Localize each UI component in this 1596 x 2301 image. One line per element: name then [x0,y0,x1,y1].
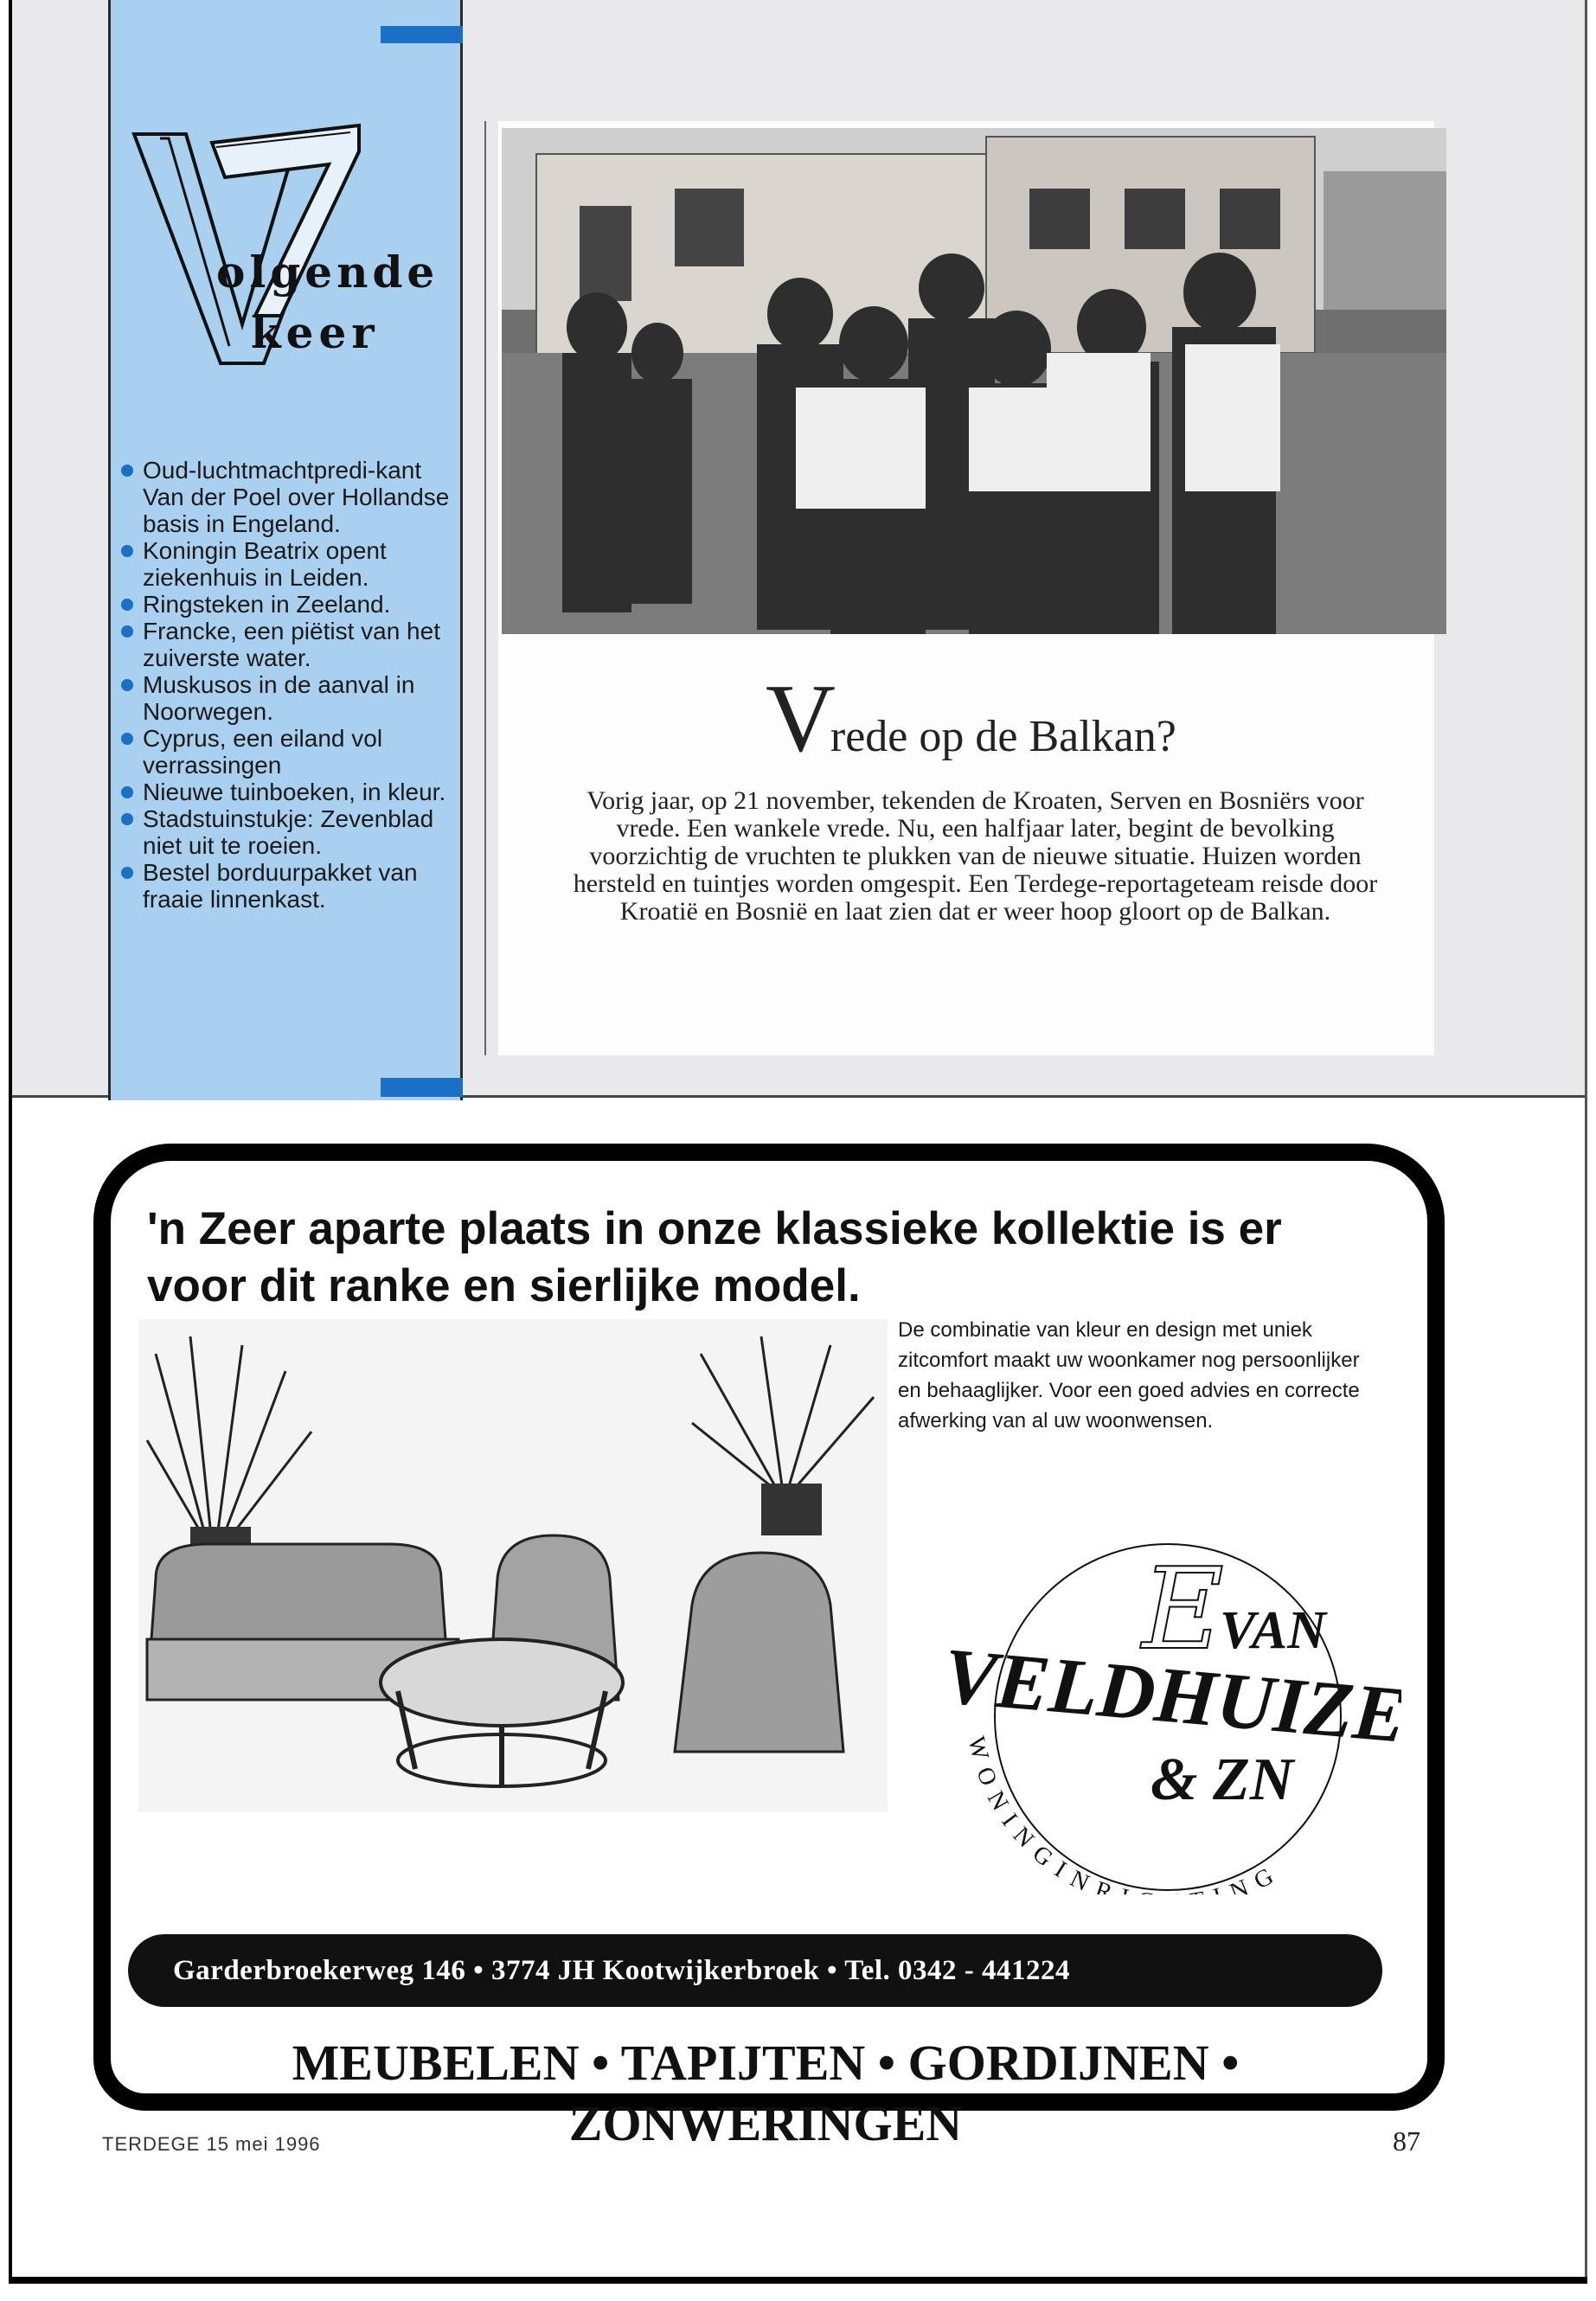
logo-line3: & ZN [1151,1747,1294,1813]
list-item: Francke, een piëtist van het zuiverste water. [121,618,463,671]
article-lead: Vorig jaar, op 21 november, tekenden de Kroaten, Serven en Bosniërs voor vrede. Een wankele vrede. Nu, een halfjaar later, begint de bevolking voorzichtig de vruchten te plukken van de nieuwe situatie. Huizen worden hersteld en tuintjes worden omgespit. Een Terdege-reportageteam reisde door Kroatië en Bosnië en laat zien dat er weer hoop gloort op de Balkan. [573,786,1378,926]
list-item: Koningin Beatrix opent ziekenhuis in Leiden. [121,537,463,591]
list-item: Cyprus, een eiland vol verrassingen [121,725,463,779]
list-item: Stadstuinstukje: Zevenblad niet uit te roeien. [121,805,463,859]
logo-arc-text: WONINGINR NG [962,1734,1287,1894]
address-bar: Garderbroekerweg 146 • 3774 JH Kootwijkerbroek • Tel. 0342 - 441224 [128,1934,1382,2007]
list-item: Bestel borduurpakket van fraaie linnenkast. [121,859,463,913]
list-item: Muskusos in de aanval in Noorwegen. [121,671,463,725]
list-item: Nieuwe tuinboeken, in kleur. [121,779,463,805]
headline-initial: V [766,665,836,772]
ad-headline: 'n Zeer aparte plaats in onze klassieke kollektie is er voor dit ranke en sierlijke model. [147,1203,1282,1311]
ad-body-text: De combinatie van kleur en design met uniek zitcomfort maakt uw woonkamer nog persoonlijker en behaaglijker. Voor een goed advies en correcte afwerking van al uw woonwensen. [898,1318,1360,1433]
sidebar-title-word2: keer [251,307,380,358]
page-bottom-rule [9,2277,1587,2284]
page-number: 87 [1393,2125,1420,2157]
logo-line2: VELDHUIZEN [939,1631,1401,1765]
logo-line1: VAN [1220,1601,1326,1660]
logo-monogram: E [1142,1543,1224,1675]
ad-slogan: MEUBELEN • TAPIJTEN • GORDIJNEN • ZONWERINGEN [292,2035,1240,2151]
list-item: Ringsteken in Zeeland. [121,591,463,618]
sidebar-title-word1: olgende [216,247,439,298]
list-item: Oud-luchtmachtpredi-kant Van der Poel over Hollandse basis in Engeland. [121,457,463,537]
headline-text: rede op de Balkan? [830,712,1176,761]
publication-line: TERDEGE 15 mei 1996 [102,2133,321,2155]
page-border [9,0,1587,2280]
